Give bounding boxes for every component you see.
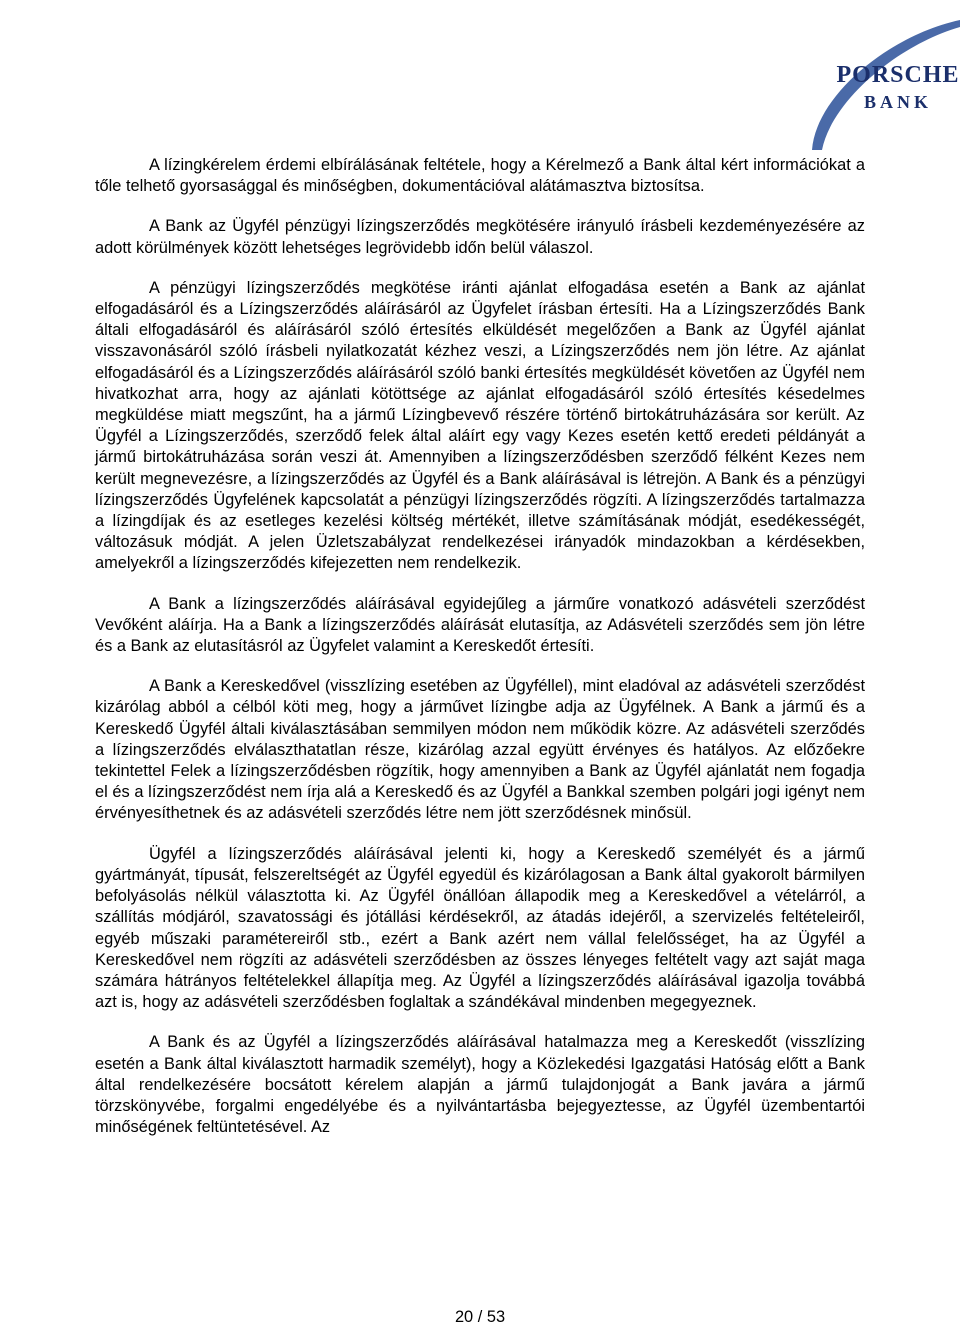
paragraph-6: Ügyfél a lízingszerződés aláírásával jelenti ki, hogy a Kereskedő személyét és a jármű gyártmányát, típusát, felszereltségét az Ügyfél egyedül és kizárólagosan a Bank által gyakorolt bármilyen befolyásolás nélkül választotta ki. Az Ügyfél önállóan állapodik meg a Kereskedővel a vételárról, a szállítás módjáról, szavatossági és jótállási kérdésekről, az átadás idejéről, a szervizelés feltételeiről, egyéb műszaki paramétereiről stb., ezért a Bank azért nem vállal felelősséget, ha az Ügyfél a Kereskedővel nem rögzíti az adásvételi szerződésben az összes lényeges feltételt vagy azt saját maga számára hátrányos feltételekkel állapítja meg. Az Ügyfél a lízingszerződés aláírásával igazolja továbbá azt is, hogy az adásvételi szerződésben foglaltak a szándékával mindenben megegyeznek. xyxy=(95,844,865,1012)
paragraph-2: A Bank az Ügyfél pénzügyi lízingszerződés megkötésére irányuló írásbeli kezdeményezésére az adott körülmények között lehetséges legrövidebb időn belül válaszol. xyxy=(95,217,865,257)
paragraph-1: A lízingkérelem érdemi elbírálásának feltétele, hogy a Kérelmező a Bank által kért információkat a tőle telhető gyorsasággal és minőségben, dokumentációval alátámasztva biztosítsa. xyxy=(95,156,865,196)
paragraph-3: A pénzügyi lízingszerződés megkötése iránti ajánlat elfogadása esetén a Bank az ajánlat elfogadásáról és a Lízingszerződés aláírásáról az Ügyfelet írásban értesíti. Ha a Lízingszerződés Bank általi elfogadásáról és aláírásáról szóló értesítés elküldését megelőzően a Bank az Ügyfél ajánlat visszavonásáról szóló írásbeli nyilatkozatát kézhez veszi, a Lízingszerződés nem jön létre. Az ajánlat elfogadásáról és a Lízingszerződés aláírásáról szóló banki értesítés megküldését követően az Ügyfél nem hivatkozhat arra, hogy az ajánlati kötöttsége az ajánlat elfogadásáról szóló értesítés késedelmes megküldése miatt megszűnt, ha a jármű Lízingbevevő részére történő birtokátruházására sor került. Az Ügyfél a Lízingszerződés, szerződő felek által aláírt egy vagy Kezes esetén kettő eredeti példányát a jármű birtokátruházása során veszi át. Amennyiben a lízingszerződésben szerződő félként Kezes nem került megnevezésre, a lízingszerződés az Ügyfél és a Bank aláírásával is létrejön. A Bank és a pénzügyi lízingszerződés Ügyfelének kapcsolatát a pénzügyi lízingszerződés rögzíti. A lízingszerződés tartalmazza a lízingdíjak és az esetleges kezelési költség mértékét, illetve számításának módját, esedékességét, változásuk módját. A jelen Üzletszabályzat rendelkezései irányadók mindazokban a kérdésekben, amelyekről a lízingszerződés kifejezetten nem rendelkezik. xyxy=(95,278,865,573)
document-body xyxy=(95,155,865,1138)
paragraph-4: A Bank a lízingszerződés aláírásával egyidejűleg a járműre vonatkozó adásvételi szerződést Vevőként aláírja. Ha a Bank a lízingszerződés aláírását elutasítja, az Adásvételi szerződés sem jön létre és a Bank az elutasításról az Ügyfelet valamint a Kereskedőt értesíti. xyxy=(95,594,865,656)
paragraph-5: A Bank a Kereskedővel (visszlízing esetében az Ügyféllel), mint eladóval az adásvételi szerződést kizárólag abból a célból köti meg, hogy a járművet lízingbe adja az Ügyfélnek. A Bank a jármű és a Kereskedő Ügyfél általi kiválasztásában semmilyen módon nem működik közre. Az adásvételi szerződés a lízingszerződés elválaszthatatlan része, kizárólag azzal együtt érvényes és hatályos. Az előzőekre tekintettel Felek a lízingszerződésben rögzítik, hogy amennyiben a Bank az Ügyfél ajánlatát nem fogadja el és a lízingszerződést nem írja alá a Kereskedő és az Ügyfél a Bankkal szemben polgári jogi igényt nem érvényesíthetnek és az adásvételi szerződés létre nem jött szerződésnek minősül. xyxy=(95,677,865,823)
logo-text-porsche: PORSCHE xyxy=(836,62,960,88)
logo-text-bank: BANK xyxy=(863,92,933,112)
porsche-bank-logo-graphic xyxy=(780,0,960,150)
porsche-bank-logo xyxy=(780,0,960,150)
paragraph-7: A Bank és az Ügyfél a lízingszerződés aláírásával hatalmazza meg a Kereskedőt (visszlízing esetén a Bank által kiválasztott harmadik személyt), hogy a Közlekedési Igazgatási Hatóság előtt a Bank által rendelkezésére bocsátott kérelem alapján a jármű tulajdonjogát a Bank javára a jármű törzskönyvébe, forgalmi engedélyébe és a nyilvántartásba bejegyeztesse, az Ügyfél üzembentartói minőségének feltüntetésével. Az xyxy=(95,1033,865,1137)
page-number: 20 / 53 xyxy=(454,1308,506,1326)
